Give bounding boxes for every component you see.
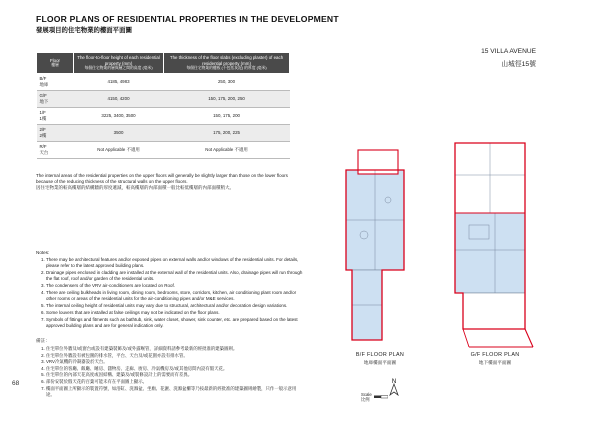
header-slab: The thickness of the floor slabs (excluding plaster) of each residential property (mm) 每個住宅物業的樓板 (不包括灰泥) 的厚度 (毫米) [164,53,290,74]
notes-cn-heading: 備註： [36,338,50,343]
scale-label: Scale 比例 [361,392,372,402]
gf-plan-label: G/F FLOOR PLAN [470,352,520,358]
cell-floor: B/F 地庫 [37,73,74,90]
address-cn: 山城徑15號 [501,61,536,68]
note-cn-item: 6. 部份安裝於假天花的百葉可能未有在平面圖上顯示。 [46,379,304,386]
note-item: 4. There are ceiling bulkheads in living room, dining room, bedrooms, store, corridors, kitchen, air conditioning plant room and/or other rooms or areas of the residential units for the air-conditioning pipes and/or M&E services. [46,290,304,302]
note-item: 6. Some louvers that are installed at false ceilings may not be indicated on the floor plans. [46,310,304,316]
page-title-cn: 發展項目的住宅物業的樓面平面圖 [36,27,132,34]
cell-slab: 150, 175, 200, 250 [164,90,290,107]
note-item: 5. The internal ceiling height of residential units may vary due to structural, architectural and/or decoration design variations. [46,303,304,309]
address-en: 15 VILLA AVENUE [481,48,536,55]
bf-plan-label-cn: 地庫樓面平面圖 [363,360,397,365]
cell-height: 3500 [74,124,164,141]
header-height: The floor-to-floor height of each residential property (mm) 每個住宅物業的層與層之間的高度 (毫米) [74,53,164,74]
note-cn-item: 3. VRV冷氣機的冷凝器設於天台。 [46,359,304,366]
table-row [37,107,290,124]
note-cn-item: 2. 住宅單位外牆設有被包圍的排水管，平台、天台及/或花園亦設有排水管。 [46,353,304,360]
note-cn-item: 7. 樓面平面圖上所顯示的裝置符號，如浴缸、洗滌盆、坐廁、花灑、洗滌盆櫃等乃按最新的經批准的建築圖則繪製，只作一般示意用途。 [46,386,304,399]
scale-bar [374,395,388,399]
cell-slab: Not Applicable 不適用 [164,141,290,158]
internal-area-note [36,173,290,191]
cell-floor: R/F 天台 [37,141,74,158]
notes-cn-list [36,346,304,399]
table-header-row [37,53,290,74]
table-row [37,90,290,107]
internal-area-note-cn: 因住宅物業的較高樓層的結構牆的厚度遞減，較高樓層的內部面積一般比較低樓層的內部面積稍大。 [36,185,234,191]
cell-floor: 2/F 2樓 [37,124,74,141]
internal-area-note-en: The internal areas of the residential properties on the upper floors will generally be slightly larger than those on the lower floors because of the reducing thickness of the structural walls on the upper floors. [36,173,288,185]
note-cn-item: 1. 住宅單位外牆及/或窗台或設有建築裝飾及/或外露喉管，詳細資料請參考最新的經批准的建築圖則。 [46,346,304,353]
bf-floor-plan [340,140,420,350]
cell-height: Not Applicable 不適用 [74,141,164,158]
table-row [37,124,290,141]
note-item: 1. There may be architectural features and/or exposed pipes on external walls and/or windows of the residential units. For details, please refer to the latest approved building plans. [46,257,304,269]
cell-slab: 250, 300 [164,73,290,90]
cell-height: 4185, 4983 [74,73,164,90]
cell-floor: G/F 地下 [37,90,74,107]
cell-height: 4150, 4200 [74,90,164,107]
notes-list [36,257,304,330]
north-arrow-icon [388,376,400,396]
note-item: 3. The condensers of the VRV air-conditioners are located on Roof. [46,283,304,289]
svg-text:N: N [391,379,397,385]
note-cn-item: 4. 住宅單位的客廳、飯廳、睡房、儲物房、走廊、廚房、冷氣機房及/或其他房間內設有假天花。 [46,366,304,373]
bf-plan-label: B/F FLOOR PLAN [355,352,405,358]
note-cn-item: 5. 住宅單位的內部天花高度或因結構、建築及/或裝修設計上的需要而有差異。 [46,372,304,379]
gf-floor-plan [445,125,545,355]
page-title: FLOOR PLANS OF RESIDENTIAL PROPERTIES IN THE DEVELOPMENT [36,14,339,24]
note-item: 2. Drainage pipes enclosed in cladding are installed at the external wall of the residential units. Also, drainage pipes will run through the flat roof, roof and/or garden of the residential units. [46,270,304,282]
notes-heading: Notes: [36,250,50,255]
cell-height: 3225, 3400, 3500 [74,107,164,124]
page-number: 68 [12,380,20,387]
table-row [37,141,290,158]
header-floor: Floor 樓層 [37,53,74,74]
cell-slab: 175, 200, 225 [164,124,290,141]
cell-floor: 1/F 1樓 [37,107,74,124]
note-item: 7. Symbols of fittings and fitments such as bathtub, sink, water closet, shower, sink counter, etc. are prepared based on the latest approved building plans and are for general indication only. [46,317,304,329]
table-row [37,73,290,90]
floor-height-table [36,52,290,159]
cell-slab: 150, 175, 200 [164,107,290,124]
gf-plan-label-cn: 地下樓面平面圖 [478,360,512,365]
